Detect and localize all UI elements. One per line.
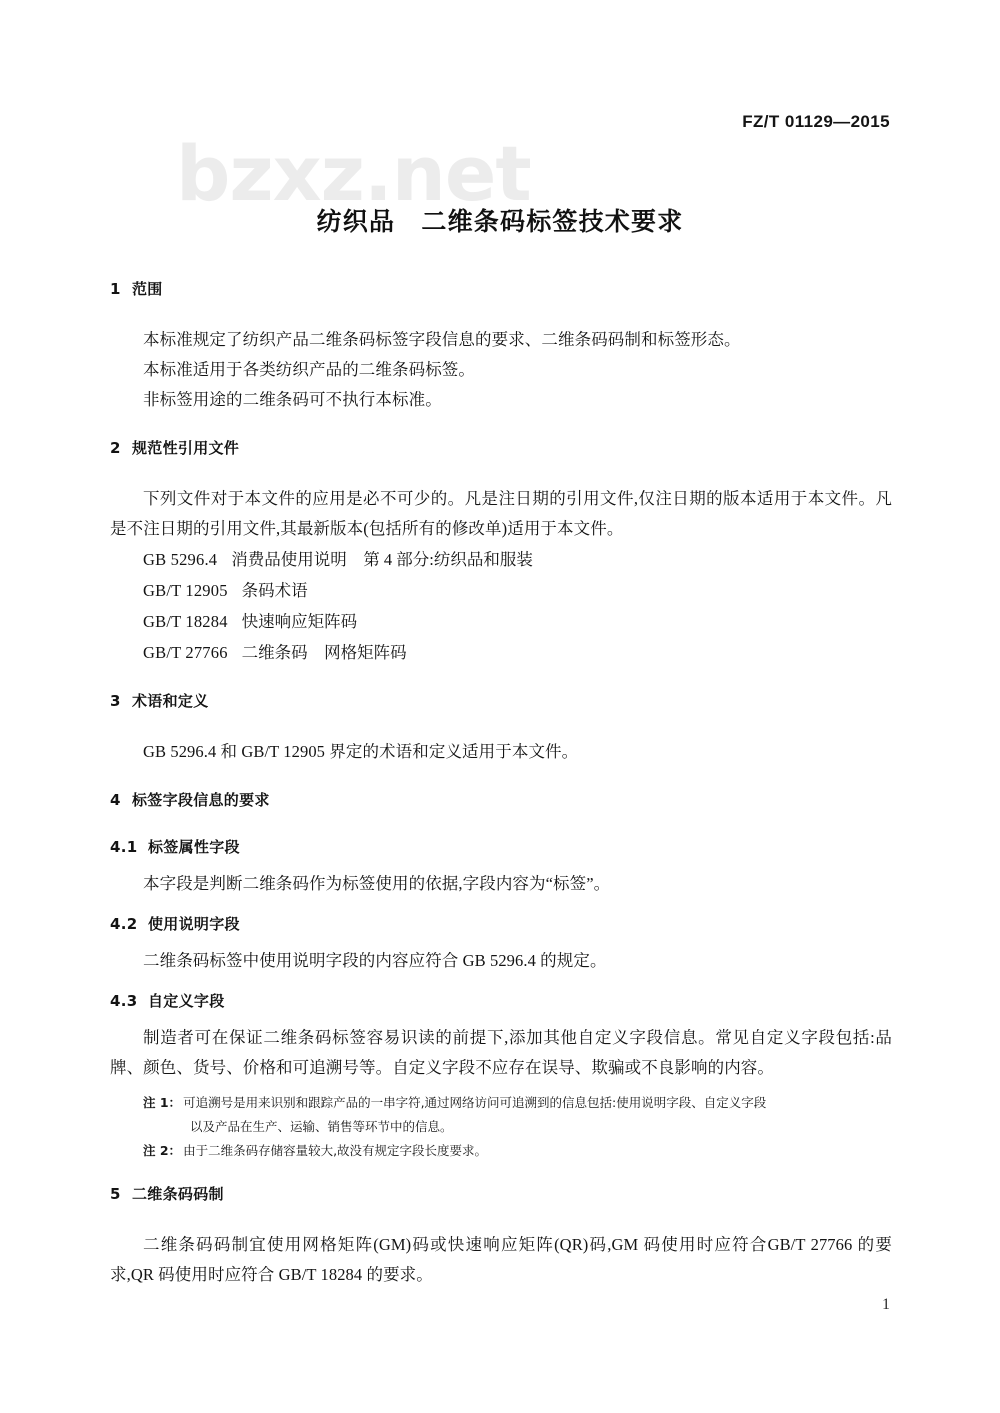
page-number: 1 xyxy=(882,1296,890,1313)
paragraph-4-1-1: 本字段是判断二维条码作为标签使用的依据,字段内容为“标签”。 xyxy=(143,874,611,893)
clause-number-2: 2 xyxy=(110,439,121,457)
document-body xyxy=(110,278,892,1290)
clause-number-4: 4 xyxy=(110,791,121,809)
note-1-continuation: 以及产品在生产、运输、销售等环节中的信息。 xyxy=(190,1119,453,1134)
paragraph-4-3-1: 制造者可在保证二维条码标签容易识读的前提下,添加其他自定义字段信息。常见自定义字段包括:品牌、颜色、货号、价格和可追溯号等。自定义字段不应存在误导、欺骗或不良影响的内容。 xyxy=(110,1028,892,1077)
note-block xyxy=(110,1091,892,1163)
clause-number-1: 1 xyxy=(110,280,121,298)
clause-heading-1 xyxy=(110,278,892,299)
normative-reference-list xyxy=(110,544,892,668)
paragraph-5-1: 二维条码码制宜使用网格矩阵(GM)码或快速响应矩阵(QR)码,GM 码使用时应符合GB/T 27766 的要求,QR 码使用时应符合 GB/T 18284 的要求。 xyxy=(110,1235,892,1284)
clause-number-4-3: 4.3 xyxy=(110,992,138,1010)
reference-code: GB/T 12905 xyxy=(143,581,228,600)
note-1 xyxy=(143,1091,892,1115)
running-header xyxy=(110,112,890,132)
clause-heading-4-1 xyxy=(110,836,892,857)
clause-title-1: 范围 xyxy=(132,280,163,298)
clause-heading-4-2 xyxy=(110,913,892,934)
reference-item xyxy=(110,575,892,606)
clause-heading-5 xyxy=(110,1183,892,1204)
reference-code: GB/T 27766 xyxy=(143,643,228,662)
clause-number-4-2: 4.2 xyxy=(110,915,138,933)
paragraph-1-2: 本标准适用于各类纺织产品的二维条码标签。 xyxy=(143,360,475,379)
clause-heading-2 xyxy=(110,437,892,458)
paragraph-1-3: 非标签用途的二维条码可不执行本标准。 xyxy=(143,390,442,409)
reference-item xyxy=(110,606,892,637)
reference-title: 快速响应矩阵码 xyxy=(241,612,358,631)
page-title: 纺织品 二维条码标签技术要求 xyxy=(316,207,684,236)
reference-title: 消费品使用说明 第 4 部分:纺织品和服装 xyxy=(231,550,533,569)
clause-title-4-2: 使用说明字段 xyxy=(148,915,240,933)
reference-title: 二维条码 网格矩阵码 xyxy=(241,643,407,662)
paragraph-4-2-1: 二维条码标签中使用说明字段的内容应符合 GB 5296.4 的规定。 xyxy=(143,951,607,970)
clause-title-3: 术语和定义 xyxy=(132,692,209,710)
reference-code: GB 5296.4 xyxy=(143,550,218,569)
paragraph-3-1: GB 5296.4 和 GB/T 12905 界定的术语和定义适用于本文件。 xyxy=(143,742,579,761)
reference-code: GB/T 18284 xyxy=(143,612,228,631)
note-1-label: 注 1： xyxy=(143,1095,182,1110)
clause-title-2: 规范性引用文件 xyxy=(132,439,240,457)
paragraph-2-1: 下列文件对于本文件的应用是必不可少的。凡是注日期的引用文件,仅注日期的版本适用于本文件。凡是不注日期的引用文件,其最新版本(包括所有的修改单)适用于本文件。 xyxy=(110,489,892,538)
note-1-text: 可追溯号是用来识别和跟踪产品的一串字符,通过网络访问可追溯到的信息包括:使用说明字段、自定义字段 xyxy=(183,1095,767,1110)
note-2 xyxy=(143,1139,892,1163)
clause-number-5: 5 xyxy=(110,1185,121,1203)
clause-title-5: 二维条码码制 xyxy=(132,1185,224,1203)
clause-title-4: 标签字段信息的要求 xyxy=(132,791,270,809)
clause-title-4-3: 自定义字段 xyxy=(148,992,225,1010)
clause-title-4-1: 标签属性字段 xyxy=(148,838,240,856)
watermark-bzxz: bzxz.net xyxy=(176,129,531,218)
paragraph-1-1: 本标准规定了纺织产品二维条码标签字段信息的要求、二维条码码制和标签形态。 xyxy=(143,330,741,349)
clause-heading-4-3 xyxy=(110,990,892,1011)
page-footer xyxy=(110,1296,890,1314)
clause-number-4-1: 4.1 xyxy=(110,838,138,856)
standard-number: FZ/T 01129—2015 xyxy=(742,112,890,131)
clause-number-3: 3 xyxy=(110,692,121,710)
note-2-label: 注 2： xyxy=(143,1143,182,1158)
reference-title: 条码术语 xyxy=(241,581,308,600)
note-2-text: 由于二维条码存储容量较大,故没有规定字段长度要求。 xyxy=(183,1143,488,1158)
reference-item xyxy=(110,544,892,575)
clause-heading-4 xyxy=(110,789,892,810)
clause-heading-3 xyxy=(110,690,892,711)
reference-item xyxy=(110,637,892,668)
